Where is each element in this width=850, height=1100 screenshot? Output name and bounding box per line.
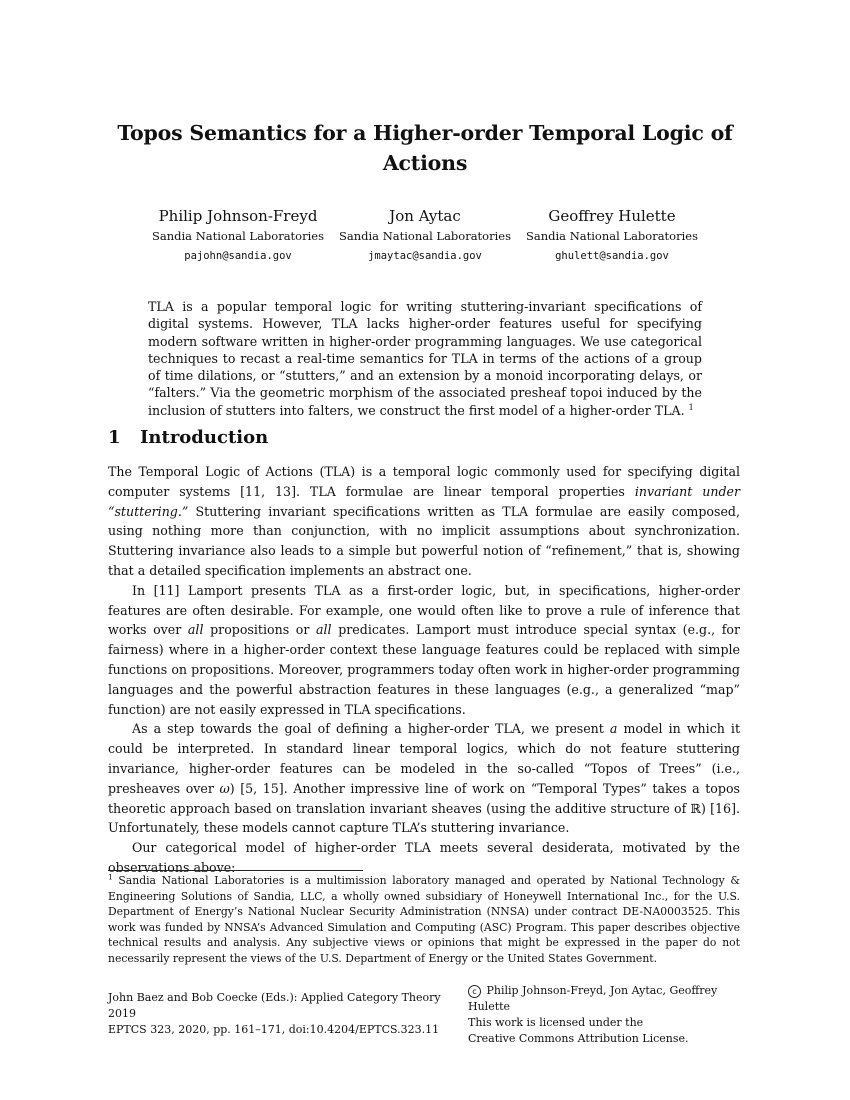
- footnote-text: Sandia National Laboratories is a multimission laboratory managed and operated by National Technology & Engineering Solutions of Sandia, LLC, a wholly owned subsidiary of Honeywell International Inc., for the U.S. Department of Energy’s National Nuclear Security Administration (NNSA) under contract DE-NA0003525. This work was funded by NNSA’s Advanced Simulation and Computing (ASC) Program. This paper describes objective technical results and analysis. Any subjective views or opinions that might be expressed in the paper do not necessarily represent the views of the U.S. Department of Energy or the United States Government.: [108, 874, 740, 965]
- body-text: [108, 462, 740, 878]
- author-email[interactable]: pajohn@sandia.gov: [184, 250, 292, 262]
- author-name: Philip Johnson-Freyd: [158, 207, 318, 225]
- author-3: [512, 206, 712, 265]
- author-institution: Sandia National Laboratories: [526, 229, 698, 243]
- license-info: [468, 983, 748, 1047]
- venue-line-2: EPTCS 323, 2020, pp. 161–171, doi:10.4204/EPTCS.323.11: [108, 1023, 440, 1036]
- venue-line-1: John Baez and Bob Coecke (Eds.): Applied Category Theory 2019: [108, 991, 441, 1020]
- section-title: Introduction: [140, 427, 269, 448]
- footnote-mark[interactable]: 1: [688, 402, 694, 412]
- copyright-icon: c: [468, 985, 481, 998]
- paragraph-4: Our categorical model of higher-order TLA meets several desiderata, motivated by the observations above:: [108, 840, 740, 875]
- license-link[interactable]: Creative Commons Attribution License.: [468, 1032, 689, 1045]
- author-institution: Sandia National Laboratories: [339, 229, 511, 243]
- author-1: [138, 206, 338, 265]
- abstract-text: TLA is a popular temporal logic for writing stuttering-invariant specifications of digital systems. However, TLA lacks higher-order features useful for specifying modern software written in higher-order programming languages. We use categorical techniques to recast a real-time semantics for TLA in terms of the actions of a group of time dilations, or “stutters,” and an extension by a monoid incorporating delays, or “falters.” Via the geometric morphism of the associated presheaf topoi induced by the inclusion of stutters into falters, we construct the first model of a higher-order TLA.: [148, 299, 702, 418]
- paragraph-3: As a step towards the goal of defining a higher-order TLA, we present a model in which it could be interpreted. In standard linear temporal logics, which do not feature stuttering invariance, higher-order features can be modeled in the so-called “Topos of Trees” (i.e., presheaves over ω) [5, 15]. Another impressive line of work on “Temporal Types” takes a topos theoretic approach based on translation invariant sheaves (using the additive structure of ℝ) [16]. Unfortunately, these models cannot capture TLA’s stuttering invariance.: [108, 721, 740, 836]
- section-heading: [108, 426, 748, 450]
- author-2: [325, 206, 525, 265]
- footnote-divider: [108, 870, 363, 871]
- paragraph-1: The Temporal Logic of Actions (TLA) is a temporal logic commonly used for specifying digital computer systems [11, 13]. TLA formulae are linear temporal properties invariant under “stuttering.” Stuttering invariant specifications written as TLA formulae are easily composed, using nothing more than conjunction, with no implicit assumptions about synchronization. Stuttering invariance also leads to a simple but powerful notion of “refinement,” that is, showing that a detailed specification implements an abstract one.: [108, 464, 741, 578]
- footnote: [108, 873, 740, 967]
- author-email[interactable]: jmaytac@sandia.gov: [368, 250, 482, 262]
- copyright-line: c Philip Johnson-Freyd, Jon Aytac, Geoffrey Hulette: [468, 984, 718, 1013]
- author-email[interactable]: ghulett@sandia.gov: [555, 250, 669, 262]
- author-institution: Sandia National Laboratories: [152, 229, 324, 243]
- author-name: Jon Aytac: [389, 207, 461, 225]
- paper-title: Topos Semantics for a Higher-order Temporal Logic of Actions: [117, 121, 733, 175]
- author-name: Geoffrey Hulette: [548, 207, 676, 225]
- paragraph-2: In [11] Lamport presents TLA as a first-order logic, but, in specifications, higher-order features are often desirable. For example, one would often like to prove a rule of inference that works over all propositions or all predicates. Lamport must introduce special syntax (e.g., for fairness) where in a higher-order context these language features could be replaced with simple functions on propositions. Moreover, programmers today often work in higher-order programming languages and the powerful abstraction features in these languages (e.g., a generalized “map” function) are not easily expressed in TLA specifications.: [108, 582, 741, 717]
- abstract: [148, 298, 702, 419]
- section-number: 1: [108, 427, 121, 448]
- footnote-number: 1: [108, 872, 113, 882]
- venue-info: [108, 990, 458, 1038]
- license-line-2: This work is licensed under the: [468, 1016, 644, 1029]
